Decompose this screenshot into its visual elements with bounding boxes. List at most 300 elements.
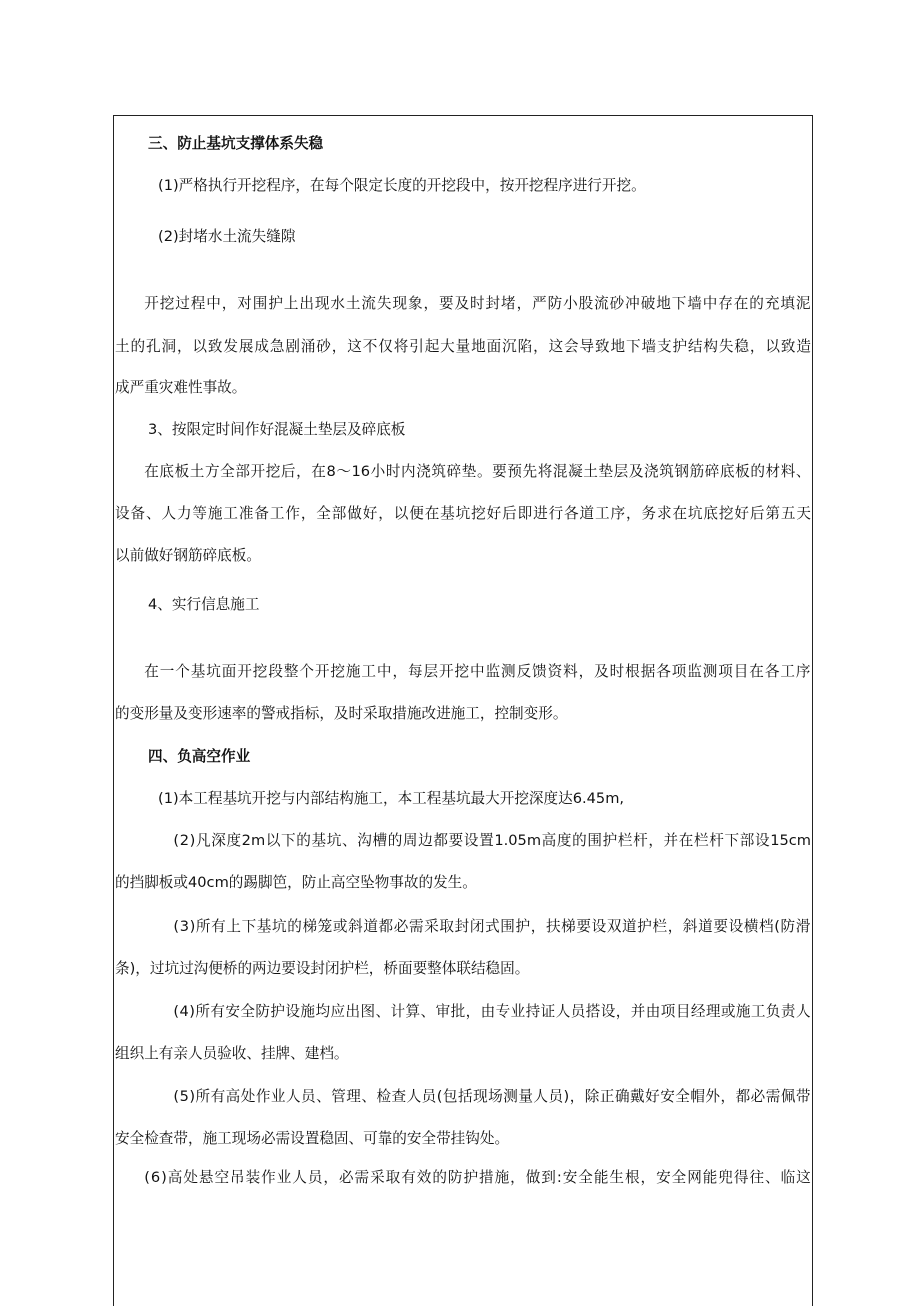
line-char: 工 bbox=[780, 663, 795, 680]
line-char: 天 bbox=[796, 505, 811, 522]
line-char: 基 bbox=[256, 918, 272, 935]
line-char: ， bbox=[221, 295, 237, 312]
line-char: 检 bbox=[376, 1088, 392, 1105]
line-char: 及 bbox=[628, 463, 644, 480]
line-char: 挖 bbox=[159, 295, 175, 312]
line-char: 图 bbox=[360, 1003, 376, 1020]
line-char: 设 bbox=[591, 918, 607, 935]
line-char: 封 bbox=[454, 918, 470, 935]
line-char: 8 bbox=[326, 463, 336, 480]
paragraph-line: 的变形量及变形速率的警戒指标，及时采取措施改进施工，控制变形。 bbox=[115, 705, 568, 722]
line-char: 道 bbox=[363, 918, 378, 935]
line-char: 陷 bbox=[517, 338, 533, 355]
line-char: 措 bbox=[479, 1169, 494, 1186]
line-char: 及 bbox=[594, 663, 609, 680]
line-char: 斜 bbox=[682, 918, 698, 935]
line-char: 稳 bbox=[734, 338, 749, 355]
line-char: 悬 bbox=[198, 1169, 214, 1186]
line-char: 在 bbox=[144, 463, 159, 480]
line-char: 象 bbox=[407, 295, 423, 312]
line-char: 流 bbox=[594, 295, 609, 312]
line-char: 护 bbox=[270, 1003, 285, 1020]
line-char: 内 bbox=[401, 463, 416, 480]
line-char: 段 bbox=[268, 663, 283, 680]
line-char: 3 bbox=[179, 918, 189, 935]
line-char: 板 bbox=[174, 463, 190, 480]
line-char: 做 bbox=[347, 505, 362, 522]
line-char: 准 bbox=[238, 505, 254, 522]
line-char: 层 bbox=[613, 463, 629, 480]
line-char: 防 bbox=[547, 295, 563, 312]
line-char: 要 bbox=[713, 918, 728, 935]
line-char: ( bbox=[173, 1088, 180, 1105]
line-char: 下 bbox=[241, 918, 257, 935]
line-char: 在 bbox=[424, 505, 440, 522]
line-char: 每 bbox=[407, 663, 423, 680]
line-char: 工 bbox=[269, 505, 285, 522]
line-char: ， bbox=[510, 1169, 525, 1186]
line-char: 、 bbox=[316, 1088, 331, 1105]
line-char: 有 bbox=[211, 918, 226, 935]
line-char: 4 bbox=[179, 1003, 189, 1020]
line-char: 都 bbox=[433, 832, 448, 849]
line-char: 负 bbox=[765, 1003, 781, 1020]
line-char: 破 bbox=[640, 295, 656, 312]
line-char: 中 bbox=[470, 663, 485, 680]
line-char: 开 bbox=[438, 663, 454, 680]
line-char: 过 bbox=[175, 295, 190, 312]
line-char: 查 bbox=[391, 1088, 407, 1105]
line-char: 员 bbox=[307, 1169, 323, 1186]
line-char: 闭 bbox=[469, 918, 485, 935]
line-char: 网 bbox=[687, 1169, 702, 1186]
line-char: 上 bbox=[283, 295, 299, 312]
paragraph-line-justified bbox=[115, 294, 811, 314]
line-char: 计 bbox=[390, 1003, 406, 1020]
line-char: 高 bbox=[167, 1169, 183, 1186]
line-char: 业 bbox=[510, 1003, 526, 1020]
line-char: 道 bbox=[579, 505, 595, 522]
line-char: 有 bbox=[401, 1169, 416, 1186]
line-char: 并 bbox=[663, 832, 679, 849]
line-char: 失 bbox=[376, 295, 392, 312]
line-char: 生 bbox=[609, 1169, 624, 1186]
line-char: 以 bbox=[393, 505, 409, 522]
line-char: ， bbox=[378, 505, 393, 522]
line-char: 股 bbox=[578, 295, 594, 312]
line-char: 层 bbox=[423, 663, 439, 680]
line-char: 设 bbox=[463, 832, 479, 849]
line-char: 上 bbox=[226, 918, 241, 935]
line-char: 基 bbox=[440, 505, 455, 522]
line-char: 项 bbox=[718, 663, 733, 680]
line-char: 设 bbox=[728, 918, 744, 935]
line-char: 处 bbox=[240, 1088, 256, 1105]
line-char: 致 bbox=[595, 338, 610, 355]
line-char: 即 bbox=[517, 505, 533, 522]
line-char: 下 bbox=[671, 295, 687, 312]
line-char: 采 bbox=[424, 918, 439, 935]
line-char: 部 bbox=[739, 832, 755, 849]
line-char: ( bbox=[436, 1088, 443, 1105]
line-char: ， bbox=[569, 1088, 585, 1105]
line-char: 便 bbox=[409, 505, 424, 522]
line-char: ) bbox=[189, 918, 196, 935]
line-char: 有 bbox=[210, 1088, 226, 1105]
line-char: 理 bbox=[705, 1003, 721, 1020]
line-char: 这 bbox=[796, 1169, 811, 1186]
line-char: 现 bbox=[392, 295, 408, 312]
line-char: 失 bbox=[718, 338, 734, 355]
line-char: 土 bbox=[115, 338, 130, 355]
line-char: 流 bbox=[361, 295, 377, 312]
paragraph-line: (1)本工程基坑开挖与内部结构施工，本工程基坑最大开挖深度达6.45m, bbox=[158, 790, 625, 807]
line-char: 程 bbox=[190, 295, 206, 312]
line-char: 工 bbox=[595, 505, 610, 522]
line-char: ～ bbox=[336, 463, 351, 480]
line-char: 滑 bbox=[795, 918, 811, 935]
line-char: 在 bbox=[749, 663, 764, 680]
line-char: 土 bbox=[189, 463, 205, 480]
line-char: 需 bbox=[765, 1088, 781, 1105]
line-char: 出 bbox=[345, 1003, 361, 1020]
line-char: 好 bbox=[645, 1088, 660, 1105]
line-char: 吊 bbox=[230, 1169, 245, 1186]
line-char: 审 bbox=[435, 1003, 451, 1020]
paragraph-line: (2)封堵水土流失缝隙 bbox=[158, 228, 296, 245]
line-char: 2 bbox=[179, 832, 190, 849]
line-char: 护 bbox=[463, 1169, 479, 1186]
line-char: 施 bbox=[735, 1003, 751, 1020]
paragraph-line-justified bbox=[115, 1002, 811, 1022]
line-char: 设 bbox=[285, 1003, 301, 1020]
line-char: 15cm bbox=[770, 832, 811, 849]
line-char: 监 bbox=[687, 663, 702, 680]
line-char: 不 bbox=[362, 338, 378, 355]
line-char: 、 bbox=[420, 1003, 436, 1020]
line-char: 全 bbox=[671, 1169, 687, 1186]
line-char: 序 bbox=[795, 663, 811, 680]
line-char: 人 bbox=[292, 1169, 307, 1186]
line-char: 需 bbox=[354, 1169, 370, 1186]
line-char: 确 bbox=[614, 1088, 630, 1105]
line-char: 量 bbox=[518, 1088, 533, 1105]
line-char: 中 bbox=[702, 295, 718, 312]
line-char: 护 bbox=[515, 918, 531, 935]
line-char: 涌 bbox=[300, 338, 316, 355]
line-char: 构 bbox=[703, 338, 719, 355]
line-char: 全 bbox=[240, 1003, 255, 1020]
line-char: 梯 bbox=[561, 918, 576, 935]
line-char: 员 bbox=[548, 1088, 564, 1105]
line-char: 的 bbox=[432, 1169, 447, 1186]
line-char: 地 bbox=[656, 295, 671, 312]
line-char: 备 bbox=[130, 505, 146, 522]
heading-item-3: 3、按限定时间作好混凝土垫层及碎底板 bbox=[148, 421, 406, 438]
line-char: 挖 bbox=[265, 463, 281, 480]
line-char: 场 bbox=[488, 1088, 503, 1105]
paragraph-line: 组织上有亲人员验收、挂牌、建档。 bbox=[115, 1045, 349, 1062]
line-char: 小 bbox=[563, 295, 578, 312]
line-char: 处 bbox=[183, 1169, 198, 1186]
line-char: 部 bbox=[331, 505, 347, 522]
line-char: 目 bbox=[733, 663, 749, 680]
line-char: ， bbox=[640, 1169, 656, 1186]
line-char: 材 bbox=[765, 463, 781, 480]
line-char: 将 bbox=[393, 338, 409, 355]
line-char: 栏 bbox=[617, 832, 633, 849]
line-char: 安 bbox=[656, 1169, 671, 1186]
line-char: 充 bbox=[764, 295, 780, 312]
line-char: 全 bbox=[578, 1169, 593, 1186]
line-char: 能 bbox=[702, 1169, 718, 1186]
line-char: 砂 bbox=[609, 295, 625, 312]
line-char: 周 bbox=[402, 832, 418, 849]
line-char: 高 bbox=[541, 832, 557, 849]
line-char: 求 bbox=[656, 505, 672, 522]
line-char: 堵 bbox=[501, 295, 516, 312]
line-char: 横 bbox=[743, 918, 759, 935]
line-char: 设 bbox=[600, 1003, 616, 1020]
line-char: 要 bbox=[448, 832, 464, 849]
line-char: 施 bbox=[494, 1169, 510, 1186]
line-char: 理 bbox=[346, 1088, 361, 1105]
line-char: 大 bbox=[440, 338, 455, 355]
line-char: 由 bbox=[480, 1003, 496, 1020]
line-char: : bbox=[556, 1169, 562, 1186]
line-char: 严 bbox=[532, 295, 547, 312]
line-char: 出 bbox=[299, 295, 314, 312]
line-char: 在 bbox=[678, 832, 694, 849]
line-char: 或 bbox=[720, 1003, 736, 1020]
paragraph-line-justified bbox=[115, 504, 811, 524]
line-char: 垫 bbox=[461, 463, 477, 480]
line-char: 正 bbox=[599, 1088, 615, 1105]
line-char: 坑 bbox=[326, 832, 342, 849]
line-char: 带 bbox=[795, 1088, 811, 1105]
line-char: 除 bbox=[584, 1088, 600, 1105]
line-char: ( bbox=[774, 918, 780, 935]
line-char: 都 bbox=[735, 1088, 751, 1105]
line-char: 将 bbox=[537, 463, 553, 480]
line-char: 现 bbox=[314, 295, 330, 312]
line-char: 开 bbox=[250, 463, 266, 480]
line-char: 浇 bbox=[416, 463, 431, 480]
line-char: 作 bbox=[285, 505, 300, 522]
line-char: 好 bbox=[486, 505, 502, 522]
line-char: 急 bbox=[269, 338, 285, 355]
line-char: 各 bbox=[656, 663, 671, 680]
line-char: 深 bbox=[211, 832, 226, 849]
line-char: 杆 bbox=[633, 832, 648, 849]
line-char: 土 bbox=[583, 463, 598, 480]
line-char: ( bbox=[144, 1169, 150, 1186]
line-char: 钢 bbox=[674, 463, 690, 480]
line-char: 坑 bbox=[206, 663, 221, 680]
line-char: 帽 bbox=[690, 1088, 705, 1105]
line-char: 员 bbox=[301, 1088, 316, 1105]
line-char: ) bbox=[189, 832, 196, 849]
line-char: 设 bbox=[115, 505, 130, 522]
line-char: 扶 bbox=[545, 918, 561, 935]
line-char: 道 bbox=[622, 918, 637, 935]
line-char: 填 bbox=[780, 295, 795, 312]
paragraph-line-justified bbox=[115, 1087, 811, 1107]
line-char: 防 bbox=[447, 1169, 463, 1186]
line-char: ， bbox=[667, 918, 683, 935]
line-char: 取 bbox=[439, 918, 455, 935]
line-char: 中 bbox=[376, 663, 392, 680]
line-char: 及 bbox=[454, 295, 470, 312]
line-char: 五 bbox=[780, 505, 796, 522]
line-char: 作 bbox=[255, 1088, 271, 1105]
line-char: 各 bbox=[764, 663, 780, 680]
line-char: 发 bbox=[223, 338, 238, 355]
line-char: 小 bbox=[370, 463, 386, 480]
line-char: 基 bbox=[311, 832, 327, 849]
line-char: 后 bbox=[502, 505, 517, 522]
line-char: 防 bbox=[780, 918, 796, 935]
line-char: 6 bbox=[150, 1169, 161, 1186]
line-char: 对 bbox=[237, 295, 252, 312]
line-char: 以 bbox=[265, 832, 281, 849]
line-char: 并 bbox=[630, 1003, 646, 1020]
line-char: 护 bbox=[637, 918, 652, 935]
paragraph-line-justified bbox=[115, 337, 811, 357]
line-char: 量 bbox=[455, 338, 471, 355]
line-char: 开 bbox=[314, 663, 330, 680]
line-char: 项 bbox=[671, 663, 687, 680]
line-char: 装 bbox=[245, 1169, 261, 1186]
line-char: 双 bbox=[606, 918, 622, 935]
line-char: 第 bbox=[765, 505, 780, 522]
line-char: 效 bbox=[416, 1169, 432, 1186]
line-char: 料 bbox=[780, 463, 796, 480]
line-char: 挖 bbox=[330, 663, 345, 680]
line-char: 各 bbox=[564, 505, 579, 522]
line-char: ， bbox=[530, 918, 546, 935]
line-char: 方 bbox=[204, 463, 220, 480]
line-char: 据 bbox=[640, 663, 656, 680]
paragraph-line-justified bbox=[115, 462, 811, 482]
line-char: 个 bbox=[299, 663, 314, 680]
line-char: 外 bbox=[705, 1088, 721, 1105]
line-char: 斜 bbox=[348, 918, 363, 935]
line-char: 的 bbox=[572, 832, 587, 849]
line-char: 碎 bbox=[704, 463, 720, 480]
line-char: ， bbox=[749, 338, 765, 355]
line-char: 围 bbox=[500, 918, 515, 935]
line-char: 水 bbox=[330, 295, 345, 312]
line-char: 展 bbox=[238, 338, 254, 355]
line-char: 的 bbox=[749, 295, 764, 312]
line-char: 挖 bbox=[252, 663, 268, 680]
line-char: 反 bbox=[516, 663, 532, 680]
line-char: 施 bbox=[345, 663, 361, 680]
line-char: 测 bbox=[503, 1088, 518, 1105]
line-char: 在 bbox=[144, 663, 159, 680]
line-char: 所 bbox=[195, 1088, 211, 1105]
line-char: 护 bbox=[268, 295, 283, 312]
line-char: 槽 bbox=[372, 832, 388, 849]
line-char: 下 bbox=[625, 338, 641, 355]
line-char: 板 bbox=[735, 463, 750, 480]
line-char: 剧 bbox=[285, 338, 300, 355]
line-char: 必 bbox=[393, 918, 409, 935]
line-char: 测 bbox=[702, 663, 718, 680]
line-char: 进 bbox=[533, 505, 548, 522]
line-char: 工 bbox=[361, 663, 377, 680]
line-char: 施 bbox=[300, 1003, 316, 1020]
line-char: 员 bbox=[421, 1088, 437, 1105]
line-char: 人 bbox=[406, 1088, 422, 1105]
line-char: 沟 bbox=[357, 832, 372, 849]
line-char: 备 bbox=[254, 505, 269, 522]
line-char: 土 bbox=[345, 295, 361, 312]
line-char: 员 bbox=[570, 1003, 586, 1020]
line-char: 地 bbox=[471, 338, 486, 355]
line-char: ( bbox=[173, 1003, 180, 1020]
line-char: 现 bbox=[473, 1088, 488, 1105]
line-char: 置 bbox=[479, 832, 494, 849]
paragraph-line-justified bbox=[115, 831, 811, 851]
line-char: 面 bbox=[486, 338, 502, 355]
line-char: 预 bbox=[507, 463, 522, 480]
line-char: 挖 bbox=[718, 505, 734, 522]
paragraph-line: 以前做好钢筋碎底板。 bbox=[115, 547, 261, 564]
line-char: 冲 bbox=[625, 295, 640, 312]
line-char: 好 bbox=[734, 505, 749, 522]
line-char: 必 bbox=[750, 1088, 766, 1105]
line-char: 起 bbox=[424, 338, 440, 355]
line-char: 项 bbox=[660, 1003, 676, 1020]
line-char: 工 bbox=[223, 505, 238, 522]
line-char: 一 bbox=[159, 663, 175, 680]
line-char: 空 bbox=[214, 1169, 230, 1186]
line-char: 做 bbox=[525, 1169, 541, 1186]
line-char: 档 bbox=[759, 918, 774, 935]
line-char: 所 bbox=[195, 918, 211, 935]
line-char: 会 bbox=[564, 338, 579, 355]
line-char: 底 bbox=[719, 463, 735, 480]
line-char: 碎 bbox=[446, 463, 462, 480]
line-char: ， bbox=[720, 1088, 736, 1105]
line-char: 兜 bbox=[718, 1169, 733, 1186]
line-char: 戴 bbox=[630, 1088, 645, 1105]
line-char: 挖 bbox=[454, 663, 470, 680]
line-char: 5 bbox=[179, 1088, 189, 1105]
line-char: ， bbox=[176, 338, 192, 355]
line-char: 取 bbox=[385, 1169, 401, 1186]
line-char: 面 bbox=[221, 663, 237, 680]
line-char: 墙 bbox=[687, 295, 702, 312]
line-char: 监 bbox=[485, 663, 501, 680]
line-char: 批 bbox=[450, 1003, 466, 1020]
line-char: 、 bbox=[375, 1003, 391, 1020]
line-char: 采 bbox=[370, 1169, 385, 1186]
line-char: 栏 bbox=[652, 918, 668, 935]
line-char: ， bbox=[323, 1169, 338, 1186]
line-char: 浇 bbox=[644, 463, 659, 480]
line-char: 下 bbox=[281, 832, 296, 849]
line-char: 专 bbox=[495, 1003, 511, 1020]
line-char: 行 bbox=[548, 505, 564, 522]
line-char: 业 bbox=[276, 1169, 292, 1186]
line-char: 馈 bbox=[532, 663, 547, 680]
line-char: 人 bbox=[795, 1003, 811, 1020]
line-char: 佩 bbox=[780, 1088, 796, 1105]
line-char: 部 bbox=[235, 463, 250, 480]
